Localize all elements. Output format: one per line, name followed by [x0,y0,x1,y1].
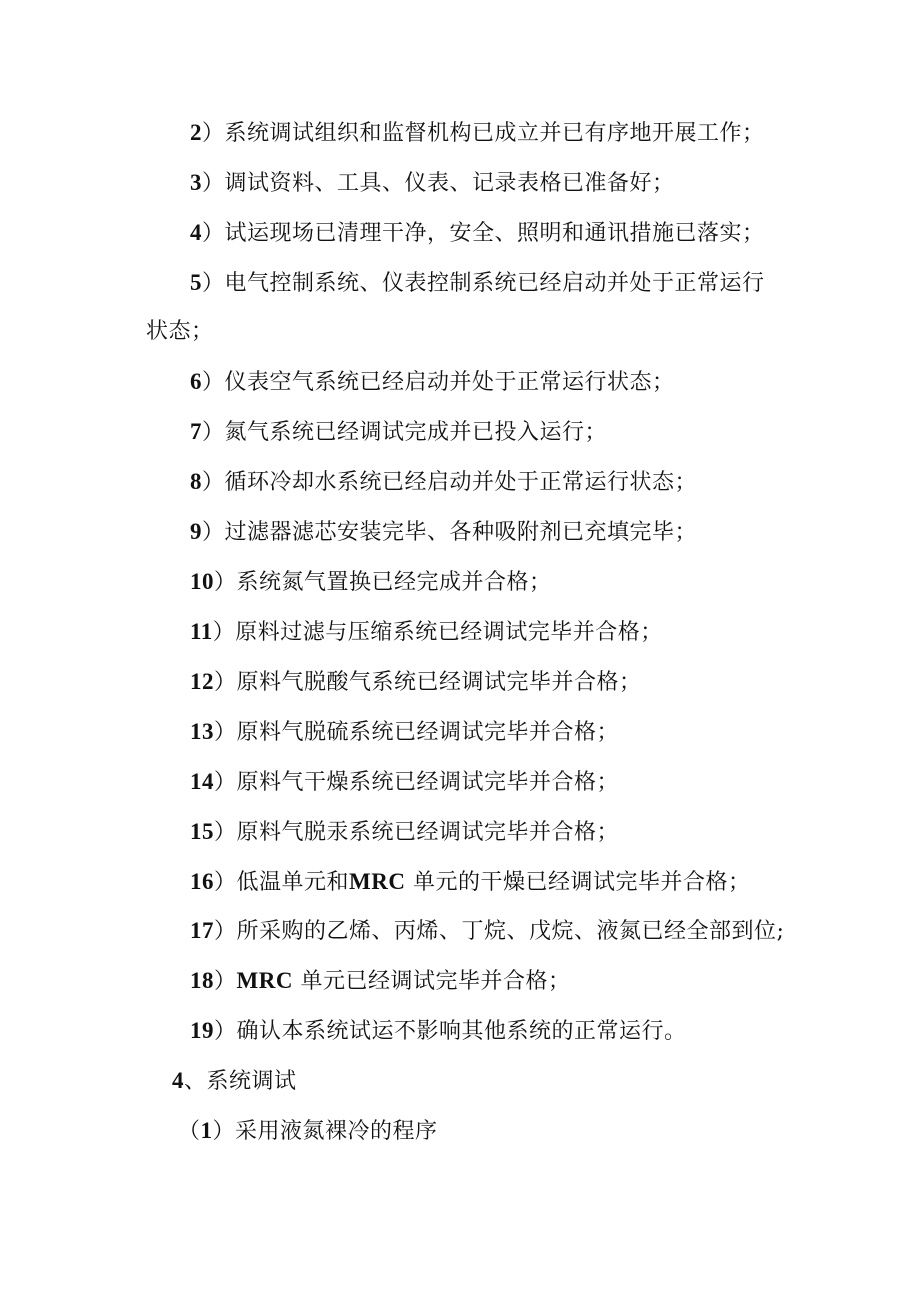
item-text: ）所采购的乙烯、丙烯、丁烷、戊烷、液氮已经全部到位; [214,919,785,944]
item-text-continuation: 状态； [146,319,214,344]
subsection-heading [178,1116,438,1147]
subsection-number: 1 [200,1118,213,1143]
list-item [190,966,570,997]
list-item [190,867,750,898]
subsection-open-paren: （ [178,1119,201,1144]
item-number: 9 [190,519,202,544]
list-item [190,367,675,398]
subsection-title: ）采用液氮裸冷的程序 [212,1119,438,1144]
item-number: 18 [190,968,214,993]
list-item [190,617,663,648]
item-text: ）原料气脱汞系统已经调试完毕并合格； [214,820,620,845]
section-title: 、系统调试 [184,1069,297,1094]
item-text: ）系统氮气置换已经完成并合格； [214,570,552,595]
item-number: 19 [190,1018,214,1043]
list-item [190,1016,687,1047]
item-text: ）原料气脱硫系统已经调试完毕并合格； [214,720,620,745]
item-number: 13 [190,719,214,744]
item-text: ）仪表空气系统已经启动并处于正常运行状态； [202,370,675,395]
item-text: ）原料气干燥系统已经调试完毕并合格； [214,770,620,795]
item-number: 12 [190,669,214,694]
item-highlight: MRC [349,869,406,894]
item-text: ）确认本系统试运不影响其他系统的正常运行。 [214,1019,687,1044]
item-text-after: 单元已经调试完毕并合格； [300,969,571,994]
item-number: 15 [190,819,214,844]
list-item [190,218,765,249]
item-text: ）氮气系统已经调试完成并已投入运行； [202,420,608,445]
list-item [190,717,619,748]
list-item [190,118,765,149]
item-text-before: ）低温单元和 [214,870,350,895]
item-text-after: 单元的干燥已经调试完毕并合格； [412,870,751,895]
item-number: 7 [190,419,202,444]
item-text: ）原料过滤与压缩系统已经调试完毕并合格； [212,620,663,645]
item-number: 10 [190,569,214,594]
list-item [190,567,552,598]
item-text: ）原料气脱酸气系统已经调试完毕并合格； [214,670,642,695]
item-number: 6 [190,369,202,394]
list-item [190,168,675,199]
list-item [190,817,619,848]
list-item [190,467,697,498]
item-text: ）电气控制系统、仪表控制系统已经启动并处于正常运行 [202,271,765,296]
item-highlight: MRC [236,968,293,993]
item-number: 5 [190,270,202,295]
item-text: ）循环冷却水系统已经启动并处于正常运行状态； [202,470,698,495]
list-item [190,667,642,698]
list-item-continuation [146,317,214,347]
item-text: ）试运现场已清理干净，安全、照明和通讯措施已落实； [202,221,765,246]
item-number: 14 [190,769,214,794]
list-item [190,916,784,947]
item-number: 16 [190,869,214,894]
item-number: 17 [190,918,214,943]
item-text: ）系统调试组织和监督机构已成立并已有序地开展工作； [202,121,765,146]
item-number: 8 [190,469,202,494]
item-text-before: ） [214,969,237,994]
section-number: 4 [172,1068,184,1093]
list-item [190,517,697,548]
list-item [190,417,607,448]
list-item [190,268,765,299]
item-number: 2 [190,120,202,145]
section-heading [172,1066,297,1097]
item-text: ）过滤器滤芯安装完毕、各种吸附剂已充填完毕； [202,520,698,545]
item-number: 11 [190,619,213,644]
item-number: 3 [190,170,202,195]
item-text: ）调试资料、工具、仪表、记录表格已准备好； [202,171,675,196]
item-number: 4 [190,220,202,245]
list-item [190,767,619,798]
